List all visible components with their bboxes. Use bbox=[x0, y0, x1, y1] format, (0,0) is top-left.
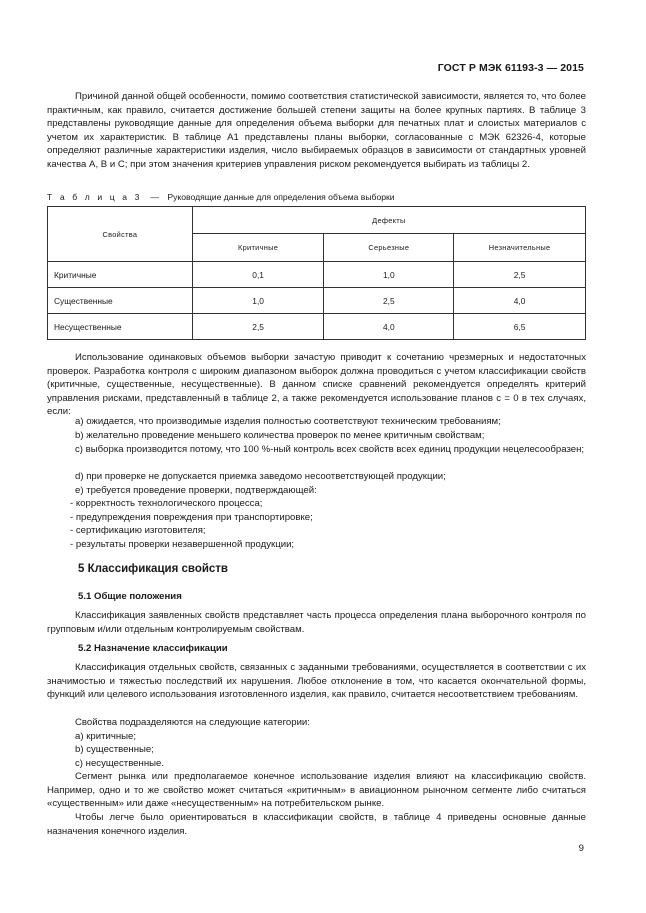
category-item: b) существенные; bbox=[75, 744, 154, 755]
sampling-table bbox=[47, 206, 586, 340]
cell-value: 1,0 bbox=[324, 262, 454, 288]
list-item: c) выборка производится потому, что 100 %-ный контроль всех свойств всех единиц продукции нецелесообразен; bbox=[75, 444, 585, 455]
header-properties: Свойства bbox=[48, 207, 193, 262]
table-caption-label: Т а б л и ц а 3 bbox=[47, 192, 142, 202]
dash-item: - результаты проверки незавершенной продукции; bbox=[70, 539, 295, 550]
table-4-reference-paragraph: Чтобы легче было ориентироваться в классификации свойств, в таблице 4 приведены основные данные назначения конечного изделия. bbox=[47, 812, 586, 837]
dash-item: - предупреждения повреждения при транспортировке; bbox=[70, 512, 313, 523]
subheader-serious: Серьезные bbox=[324, 234, 454, 262]
cell-value: 6,5 bbox=[454, 314, 586, 340]
table-header-row bbox=[48, 207, 586, 234]
section-5-1-text: Классификация заявленных свойств представляет часть процесса определения плана выборочного контроля по групповым и/или отдельным контролируемым свойствам. bbox=[47, 610, 586, 635]
category-item: a) критичные; bbox=[75, 731, 137, 742]
cell-value: 1,0 bbox=[192, 288, 324, 314]
market-segment-paragraph: Сегмент рынка или предполагаемое конечное использование изделия влияют на классификацию свойств. Например, одно и то же свойство может считаться «критичным» в авиационном рыночном сегменте либо считаться «существенным» или даже «несущественным» на потребительском рынке. bbox=[47, 771, 586, 810]
header-defects: Дефекты bbox=[192, 207, 585, 234]
category-item: c) несущественные. bbox=[75, 758, 165, 769]
list-item: b) желательно проведение меньшего количества проверок по менее критичным свойствам; bbox=[75, 430, 485, 441]
subheader-critical: Критичные bbox=[192, 234, 324, 262]
dash-item: - корректность технологического процесса; bbox=[70, 498, 263, 509]
table-caption bbox=[47, 192, 395, 202]
cell-value: 2,5 bbox=[454, 262, 586, 288]
categories-lead: Свойства подразделяются на следующие категории: bbox=[75, 717, 310, 728]
standard-code-header: ГОСТ Р МЭК 61193-3 — 2015 bbox=[437, 62, 584, 74]
table-row bbox=[48, 288, 586, 314]
section-5-heading: 5 Классификация свойств bbox=[78, 563, 229, 575]
section-5-2-text: Классификация отдельных свойств, связанных с заданными требованиями, осуществляется в соответствии с их значимостью и тяжестью последствий их нарушения. Любое отклонение в том, что касается окончательной формы, функций или целевого использования изготовленного изделия, как правило, считается несоответствием требованиям. bbox=[47, 662, 586, 701]
intro-paragraph: Причиной данной общей особенности, помимо соответствия статистической зависимости, является то, что более практичным, как правило, считается достижение большей степени защиты на более крупных партиях. В таблице 3 представлены руководящие данные для определения объема выборки для печатных плат и слоистых материалов с учетом их характеристик. В таблице А1 представлены планы выборки, согласованные с МЭК 62326-4, которые определяют различные характеристики изделия, число выбираемых образцов в зависимости от стандартных уровней качества А, В и С; при этом значения критериев управления риском рекомендуется выбирать из таблицы 2. bbox=[47, 91, 586, 170]
list-item: d) при проверке не допускается приемка заведомо несоответствующей продукции; bbox=[75, 471, 446, 482]
section-5-2-heading: 5.2 Назначение классификации bbox=[78, 643, 228, 654]
row-name: Несущественные bbox=[48, 314, 193, 340]
row-name: Критичные bbox=[48, 262, 193, 288]
cell-value: 2,5 bbox=[192, 314, 324, 340]
list-item: a) ожидается, что производимые изделия полностью соответствуют техническим требованиям; bbox=[75, 416, 501, 427]
table-row bbox=[48, 262, 586, 288]
dash-item: - сертификацию изготовителя; bbox=[70, 525, 206, 536]
subheader-minor: Незначительные bbox=[454, 234, 586, 262]
table-caption-title: Руководящие данные для определения объема выборки bbox=[167, 192, 395, 202]
section-5-1-heading: 5.1 Общие положения bbox=[78, 591, 182, 602]
cell-value: 2,5 bbox=[324, 288, 454, 314]
list-item: e) требуется проведение проверки, подтверждающей: bbox=[75, 485, 317, 496]
table-row bbox=[48, 314, 586, 340]
row-name: Существенные bbox=[48, 288, 193, 314]
cell-value: 4,0 bbox=[324, 314, 454, 340]
cell-value: 4,0 bbox=[454, 288, 586, 314]
page-number: 9 bbox=[578, 843, 584, 854]
table-caption-dash: — bbox=[150, 192, 159, 202]
cell-value: 0,1 bbox=[192, 262, 324, 288]
sample-size-paragraph: Использование одинаковых объемов выборки зачастую приводит к сочетанию чрезмерных и недостаточных проверок. Разработка контроля с широким диапазоном выборок должна проводиться с учетом классификации свойств (критичные, существенные, несущественные). В данном списке сравнений рекомендуется определять критерий управления рисками, представленный в таблице 2, а также рекомендуется использование планов с = 0 в тех случаях, если: bbox=[47, 352, 586, 418]
